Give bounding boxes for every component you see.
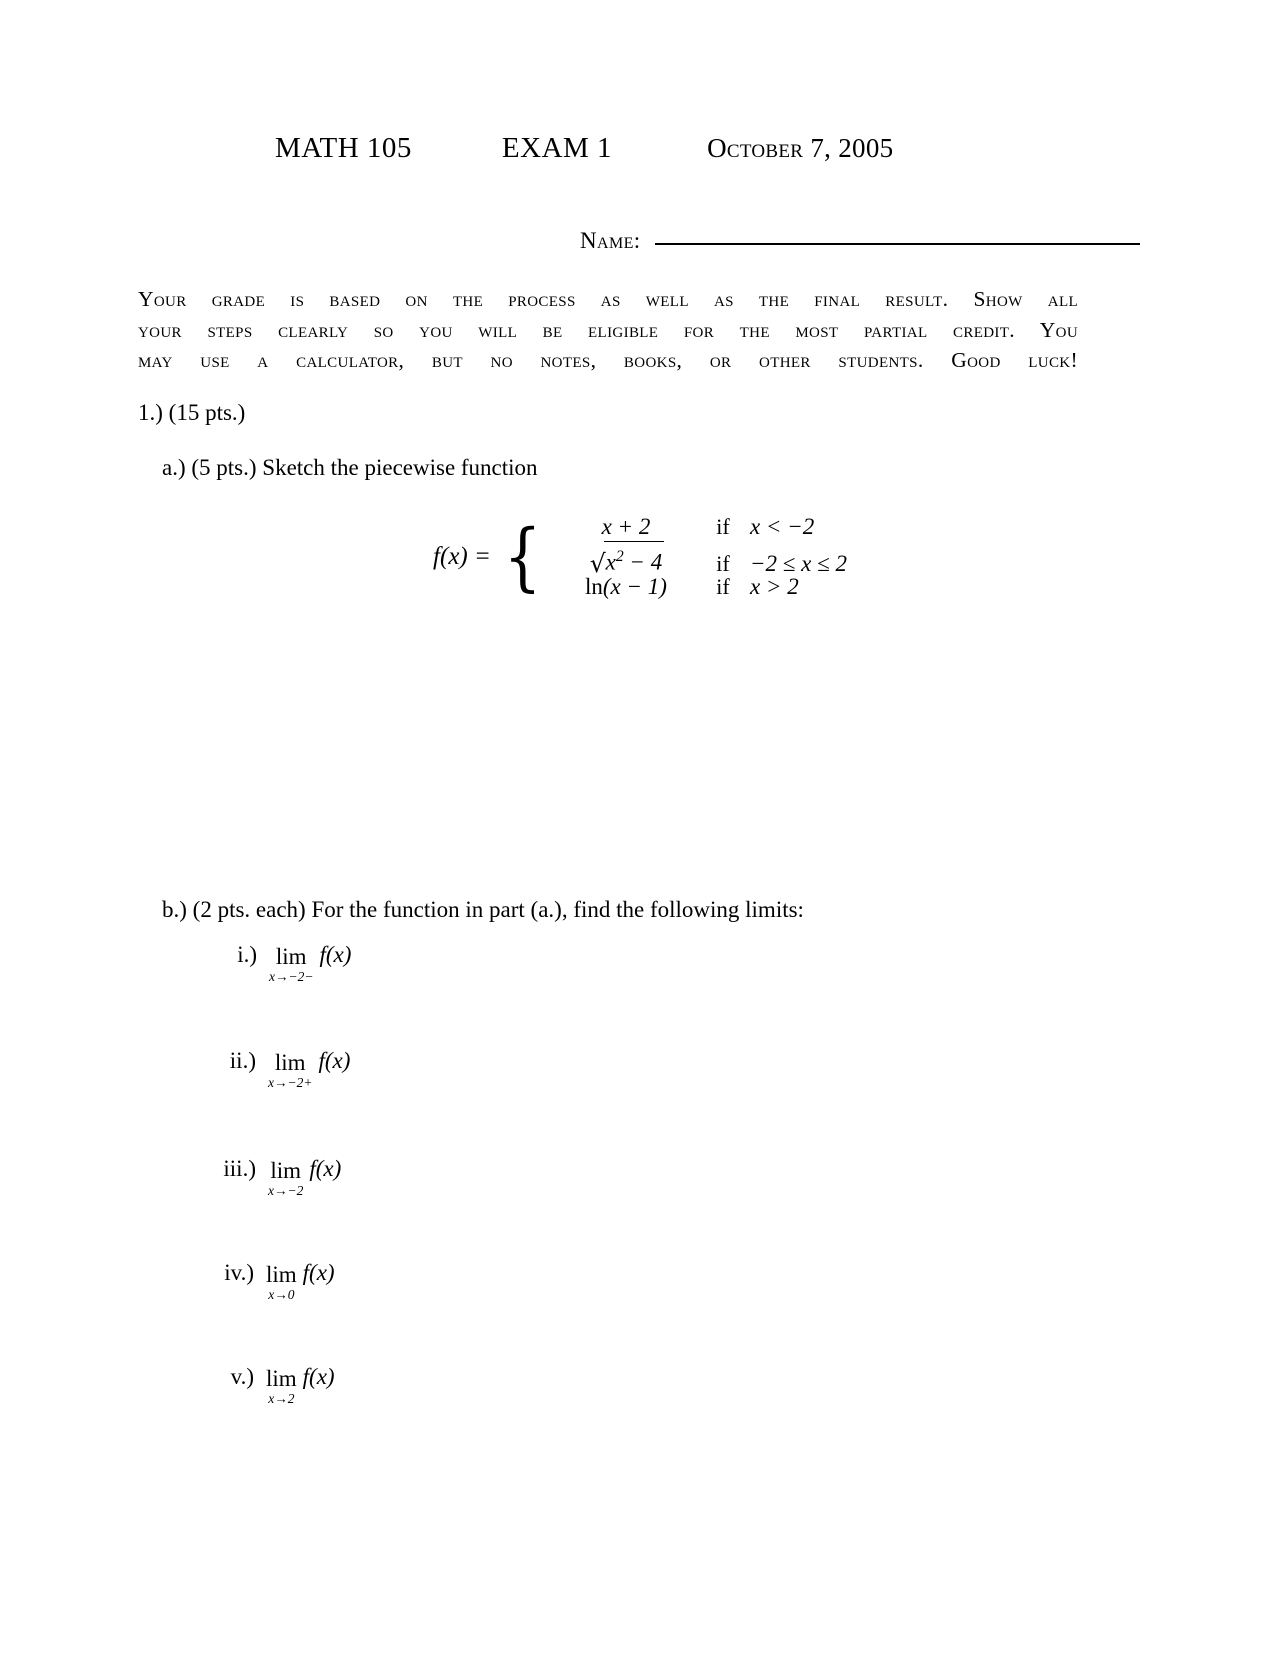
case-1-condition: x < −2 [749, 514, 815, 539]
limit-operator-v [266, 1367, 297, 1406]
exam-number: EXAM 1 [501, 132, 613, 164]
limit-subscript-iii: x→−2 [268, 1183, 304, 1198]
limit-operator-i [269, 945, 313, 984]
limit-item-v-number: v.) [230, 1364, 254, 1389]
limit-operator-iv [266, 1263, 297, 1302]
problem-1a-label: a.) (5 pts.) Sketch the piecewise function [162, 455, 538, 480]
course-title: MATH 105 [275, 132, 412, 164]
limit-item-ii [208, 1048, 350, 1088]
limit-lim-i: lim [275, 944, 307, 969]
instructions-line-3: may use a calculator, but no notes, books, or other students. Good luck! [138, 348, 1078, 373]
limit-subscript-iv: x→0 [268, 1287, 295, 1302]
limit-lim-ii: lim [274, 1050, 306, 1075]
case-2-condition: −2 ≤ x ≤ 2 [749, 550, 847, 576]
limit-item-i [215, 942, 351, 982]
limit-expression-ii: f(x) [318, 1048, 351, 1073]
limit-item-iii-number: iii.) [223, 1156, 256, 1181]
limit-operator-ii [268, 1051, 312, 1090]
function-name: f(x) = [433, 543, 491, 570]
limit-expression-iv: f(x) [302, 1260, 335, 1285]
piecewise-case-2 [552, 542, 847, 578]
name-input-rule[interactable] [655, 243, 1140, 245]
limit-item-iii [200, 1156, 341, 1196]
problem-1-label: 1.) (15 pts.) [138, 400, 246, 425]
limit-subscript-i: x→−2− [269, 969, 314, 984]
limit-item-iv-number: iv.) [224, 1260, 254, 1285]
limit-item-v [212, 1364, 335, 1404]
piecewise-case-1 [552, 512, 847, 542]
instructions-line-2: your steps clearly so you will be eligible for the most partial credit. You [138, 317, 1078, 342]
instructions-block [138, 284, 1078, 376]
piecewise-cases [552, 512, 847, 602]
case-1-expression: x + 2 [601, 514, 651, 539]
case-2-expression: $√x^2 - 4$ [552, 542, 700, 579]
limit-subscript-ii: x→−2+ [268, 1075, 313, 1090]
case-2-if: if [716, 550, 730, 576]
case-1-if: if [716, 514, 730, 539]
limit-operator-iii [268, 1159, 303, 1198]
name-field-row [580, 228, 1140, 254]
instructions-line-1: Your grade is based on the process as well as the final result. Show all [138, 287, 1078, 311]
limit-expression-v: f(x) [302, 1364, 335, 1389]
left-brace-icon: { [503, 513, 542, 600]
limit-expression-iii: f(x) [309, 1156, 342, 1181]
case-3-expression: ln(x − 1) [584, 574, 667, 599]
piecewise-function-display [0, 512, 1280, 602]
exam-date: October 7, 2005 [707, 133, 894, 163]
limit-item-i-number: i.) [237, 942, 257, 967]
limit-item-ii-number: ii.) [229, 1048, 256, 1073]
limit-expression-i: f(x) [319, 942, 352, 967]
limit-lim-iii: lim [270, 1158, 302, 1183]
case-3-condition: x > 2 [749, 574, 799, 599]
limit-item-iv [202, 1260, 335, 1300]
problem-1b-label: b.) (2 pts. each) For the function in part (a.), find the following limits: [162, 897, 804, 922]
limit-subscript-v: x→2 [268, 1391, 295, 1406]
limit-lim-iv: lim [266, 1262, 297, 1287]
case-3-if: if [716, 574, 730, 599]
name-label: Name: [580, 228, 641, 253]
limit-lim-v: lim [266, 1366, 297, 1391]
exam-header [140, 132, 1140, 165]
